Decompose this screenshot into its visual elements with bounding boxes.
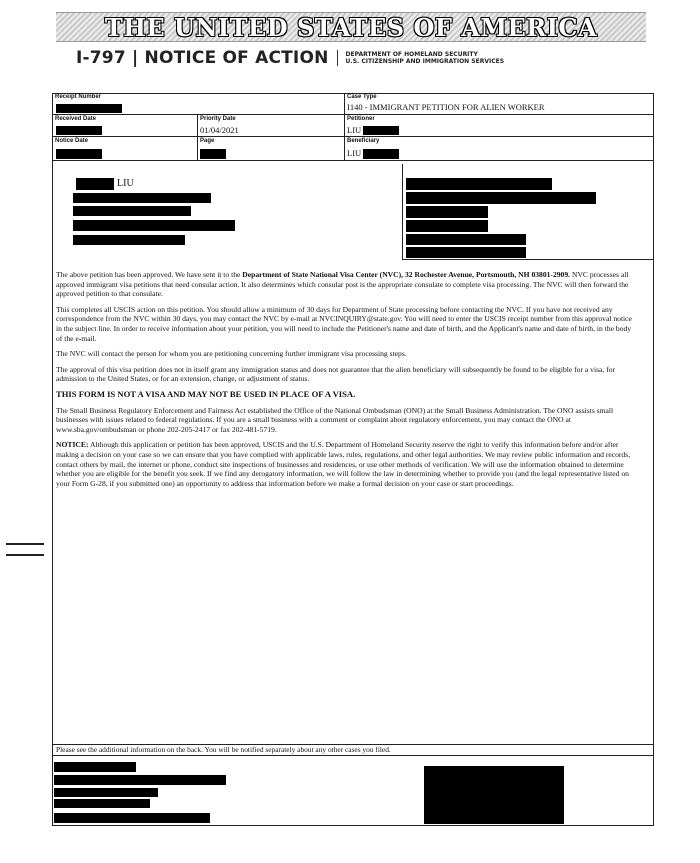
address-line-1-redacted (73, 193, 211, 203)
office-line-5-redacted (406, 234, 526, 245)
address-line-4-redacted (73, 235, 185, 245)
page-redacted (200, 149, 226, 159)
paragraph-notice (56, 440, 632, 488)
case-type-label: Case Type (347, 94, 377, 100)
form-title (76, 47, 504, 69)
footer-line-4-redacted (54, 799, 150, 808)
address-line-3-redacted (73, 220, 235, 231)
notice-body (56, 270, 632, 494)
notice-date-label: Notice Date (55, 138, 89, 144)
field-divider-left (197, 115, 198, 161)
petitioner-redacted (363, 126, 399, 135)
paragraph-nvc-contact: The NVC will contact the person for whom you are petitioning concerning further immigrant visa processing steps. (56, 349, 407, 359)
beneficiary-label: Beneficiary (347, 138, 380, 144)
nvc-address: Department of State National Visa Center (NVC), 32 Rochester Avenue, Portsmouth, NH 03801-2909. (242, 270, 571, 279)
footer-note: Please see the additional information on the back. You will be notified separately about any other cases you filed. (56, 745, 391, 754)
receipt-number-redacted (56, 104, 122, 113)
seal-banner (56, 12, 646, 42)
footer-line-1-redacted (54, 762, 136, 772)
approval-text-start: The above petition has been approved. We have sent it to the (56, 270, 243, 279)
department-block (346, 51, 504, 65)
notice-heading: NOTICE: (56, 440, 89, 450)
paragraph-approval (56, 270, 632, 299)
banner-title: THE UNITED STATES OF AMERICA (104, 12, 598, 42)
paragraph-completion: This completes all USCIS action on this petition. You should allow a minimum of 30 days for Department of State processing before contacting the NVC. If you have not received any correspondence from the NVC within 30 days, you may contact the NVC by e-mail at NVCINQUIRY@state.gov. You will need to enter the USCIS receipt number from this approval notice in the subject line. In order to receive information about your petition, you will need to include the Petitioner's name and date of birth, and the Applicant's name and date of birth, in the body of the e-mail. (56, 304, 632, 343)
title-divider (337, 50, 338, 66)
priority-date-label: Priority Date (200, 116, 236, 122)
margin-mark-1 (6, 543, 44, 545)
department-line-2: U.S. CITIZENSHIP AND IMMIGRATION SERVICES (345, 58, 505, 65)
address-name: LIU (117, 178, 134, 189)
received-date-label: Received Date (55, 116, 97, 122)
notice-text: Although this application or petition has been approved, USCIS and the U.S. Department of Homeland Security reserve the right to verify this information before and/or after making a decision on your case so we can ensure that you have complied with applicable laws, rules, regulations, and other legal authorities. We may review public information and records, contact others by mail, the internet or phone, conduct site inspections of businesses and residences, or use other methods of verification. We will use the information obtained to determine whether you are eligible for the benefit you seek. If we find any derogatory information, we will follow the law in determining whether to provide you (and the legal representative listed on your Form G-28, if you submitted one) an opportunity to address that information before we make a formal decision on your case or start proceedings. (56, 440, 631, 488)
footer-line-2-redacted (54, 775, 226, 785)
receipt-number-label: Receipt Number (55, 94, 102, 100)
department-line-1: DEPARTMENT OF HOMELAND SECURITY (345, 51, 478, 58)
priority-date-value: 01/04/2021 (200, 125, 239, 135)
notice-date-redacted (56, 149, 102, 159)
footer-line-3-redacted (54, 788, 158, 797)
footer-divider-bottom (52, 755, 654, 756)
address-line-2-redacted (73, 206, 191, 216)
petitioner-label: Petitioner (347, 116, 375, 122)
case-type-value: I140 - IMMIGRANT PETITION FOR ALIEN WORKER (347, 102, 545, 112)
paragraph-ombudsman: The Small Business Regulatory Enforcement and Fairness Act established the Office of the National Ombudsman (ONO) at the Small Business Administration. The ONO assists small businesses with issues related to federal regulations. If you are a small business with a comment or complaint about regulatory enforcement, you may contact the ONO at www.sba.gov/ombudsman or phone 202-205-2417 or fax 202-481-5719. (56, 405, 614, 434)
field-divider-main (344, 93, 345, 161)
page-label: Page (200, 138, 215, 144)
office-line-2-redacted (406, 192, 596, 204)
beneficiary-redacted (363, 149, 399, 159)
not-a-visa-warning: THIS FORM IS NOT A VISA AND MAY NOT BE USED IN PLACE OF A VISA. (56, 388, 356, 399)
approval-text-end: NVC processes all approved immigrant visa petitions that need consular action. It also determines which consular post is the appropriate consulate to complete visa processing. The NVC will then forward the approved petition to that consulate. (56, 270, 629, 299)
received-date-redacted (56, 126, 102, 135)
office-line-6-redacted (406, 247, 526, 258)
office-line-1-redacted (406, 178, 552, 190)
footer-line-5-redacted (54, 813, 210, 823)
office-line-4-redacted (406, 220, 488, 232)
paragraph-status-disclaimer: The approval of this visa petition does not in itself grant any immigration status and does not guarantee that the alien beneficiary will subsequently be found to be eligible for a visa, for admission to the United States, or for an extension, change, or adjustment of status. (56, 364, 616, 384)
form-title-text: I-797 | NOTICE OF ACTION (76, 48, 329, 68)
office-line-3-redacted (406, 206, 488, 218)
margin-mark-2 (6, 554, 44, 556)
address-name-redacted (76, 178, 114, 190)
footer-block-redacted (424, 766, 564, 824)
beneficiary-value: LIU (347, 148, 362, 158)
petitioner-value: LIU (347, 125, 362, 135)
